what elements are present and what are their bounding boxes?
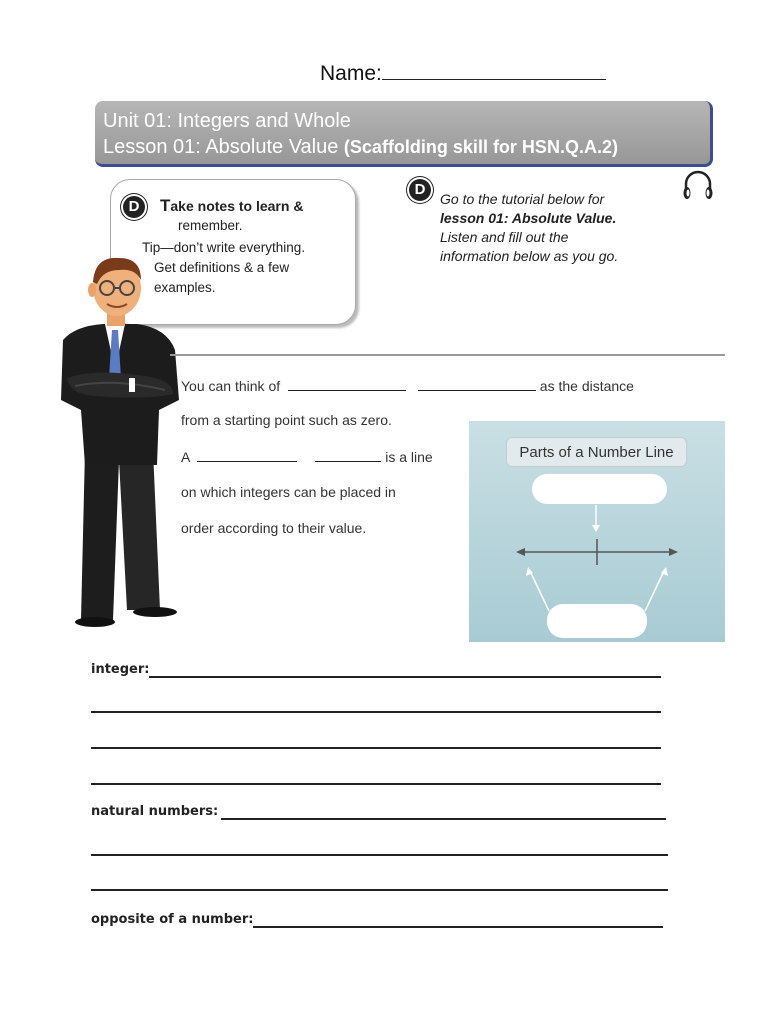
tip-line-3: examples. <box>154 280 216 295</box>
answer-line[interactable] <box>91 711 661 713</box>
answer-line[interactable] <box>253 926 663 928</box>
notes-heading-line2: remember. <box>178 218 243 233</box>
fill-in-sentence-2: from a starting point such as zero. <box>181 412 392 428</box>
student-name-field[interactable] <box>320 62 606 86</box>
tutorial-line-4: information below as you go. <box>440 248 619 264</box>
d-badge-icon: D <box>123 196 145 218</box>
answer-line[interactable] <box>91 783 661 785</box>
definition-label-integer: integer: <box>91 662 150 677</box>
fill-in-blank[interactable] <box>288 377 406 391</box>
definition-label-natural-numbers: natural numbers: <box>91 804 219 819</box>
answer-line[interactable] <box>91 889 668 891</box>
tutorial-line-1: Go to the tutorial below for <box>440 191 605 207</box>
teacher-illustration <box>55 250 185 630</box>
lesson-title-main: Lesson 01: Absolute Value <box>103 136 344 158</box>
fill-in-sentence-3: A is a line <box>181 449 433 465</box>
fill-in-blank[interactable] <box>315 448 381 462</box>
tip-line-1: Tip—don’t write everything. <box>142 240 306 255</box>
tutorial-lesson-link: lesson 01: Absolute Value. <box>440 210 617 226</box>
answer-line[interactable] <box>149 676 661 678</box>
tip-line-2: Get definitions & a few <box>154 260 290 275</box>
name-blank[interactable] <box>382 66 606 80</box>
tutorial-line-3: Listen and fill out the <box>440 229 569 245</box>
fill-in-sentence-5: order according to their value. <box>181 520 367 536</box>
unit-title: Unit 01: Integers and Whole <box>103 110 351 132</box>
notes-heading: Take notes to learn & <box>160 196 304 215</box>
number-line-title: Parts of a Number Line <box>506 437 687 467</box>
number-line-arrows <box>469 421 725 642</box>
fill-in-blank[interactable] <box>197 448 297 462</box>
answer-line[interactable] <box>91 854 668 856</box>
tutorial-instructions <box>440 190 710 266</box>
fill-in-blank[interactable] <box>418 377 536 391</box>
fill-in-sentence-4: on which integers can be placed in <box>181 484 396 500</box>
lesson-title <box>103 134 710 160</box>
name-label: Name: <box>320 62 382 85</box>
lesson-title-banner <box>95 101 713 167</box>
definition-label-opposite: opposite of a number: <box>91 912 254 927</box>
answer-line[interactable] <box>221 818 666 820</box>
fill-in-sentence-1: You can think of as the distance <box>181 378 634 394</box>
d-badge-icon: D <box>409 179 431 201</box>
answer-line[interactable] <box>91 747 661 749</box>
section-divider <box>170 354 725 356</box>
lesson-standard: (Scaffolding skill for HSN.Q.A.2) <box>343 137 618 157</box>
